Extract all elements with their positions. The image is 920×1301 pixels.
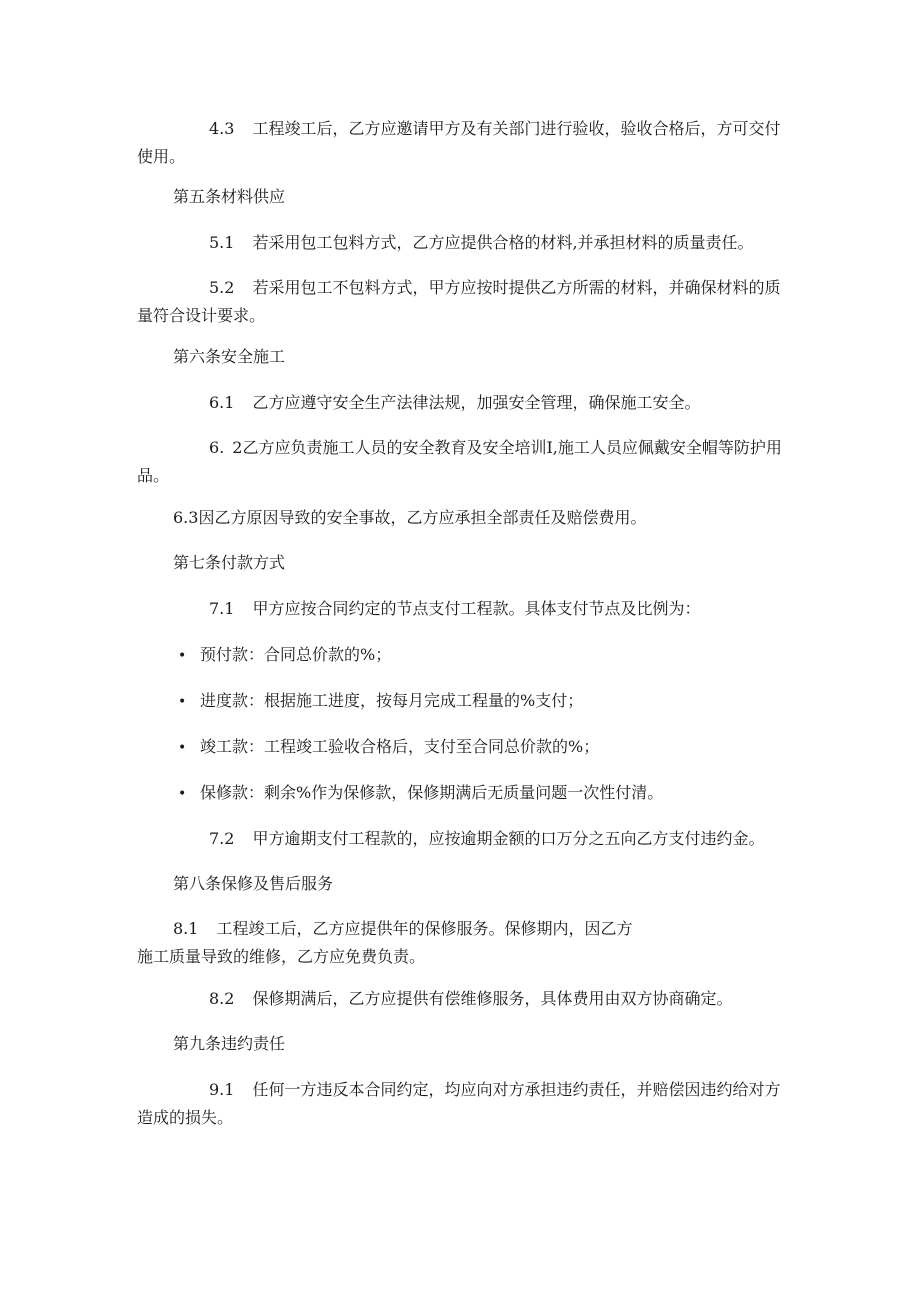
clause-text: 若采用包工不包料方式，甲方应按时提供乙方所需的材料，并确保材料的质量符合设计要求。 [137,278,781,325]
list-item-text: 预付款：合同总价款的%； [200,645,392,664]
bullet-icon: • [178,648,187,664]
clause-line [137,915,787,943]
clause-8-1 [137,915,787,971]
clause-number: 8.2 [209,989,235,1008]
list-item [178,641,391,670]
article-6-heading: 第六条安全施工 [173,347,286,366]
clause-text: 2乙方应负责施工人员的安全教育及安全培训I,施工人员应佩戴安全帽等防护用品。 [137,438,782,485]
clause-text: 保修期满后，乙方应提供有偿维修服务，具体费用由双方协商确定。 [252,989,733,1008]
list-item-text: 保修款：剩余%作为保修款，保修期满后无质量问题一次性付清。 [200,783,664,802]
clause-6-1 [137,389,787,417]
clause-line: 施工质量导致的维修，乙方应免费负责。 [137,947,426,966]
clause-number: 5.2 [209,278,235,297]
clause-7-2 [137,825,787,853]
clause-7-1 [137,595,787,623]
bullet-icon: • [178,786,187,802]
clause-number: 6.1 [209,393,235,412]
clause-8-2 [137,985,787,1013]
clause-5-2 [137,274,787,330]
clause-9-1 [137,1076,787,1132]
article-7-heading: 第七条付款方式 [173,553,286,572]
clause-number: 5.1 [209,233,235,252]
list-item [178,779,663,808]
clause-number: 9.1 [209,1080,235,1099]
bullet-icon: • [178,694,187,710]
clause-text: 甲方应按合同约定的节点支付工程款。具体支付节点及比例为： [252,599,701,618]
clause-number: 7.1 [209,599,235,618]
list-item [178,733,599,762]
clause-number: 7.2 [209,829,235,848]
clause-6-2 [137,434,787,490]
article-5-heading: 第五条材料供应 [173,187,286,206]
clause-number: 6. [209,438,225,457]
clause-text: 若采用包工包料方式，乙方应提供合格的材料,并承担材料的质量责任。 [252,233,754,252]
clause-text: 任何一方违反本合同约定，均应向对方承担违约责任，并赔偿因违约给对方造成的损失。 [137,1080,781,1127]
clause-text: 工程竣工后，乙方应提供年的保修服务。保修期内，因乙方 [216,919,633,938]
list-item [178,687,583,716]
clause-number: 4.3 [209,119,235,138]
clause-5-1 [137,229,787,257]
clause-6-3: 6.3因乙方原因导致的安全事故，乙方应承担全部责任及赔偿费用。 [173,508,647,527]
clause-text: 工程竣工后，乙方应邀请甲方及有关部门进行验收，验收合格后，方可交付使用。 [137,119,781,166]
clause-number: 8.1 [173,919,199,938]
list-item-text: 进度款：根据施工进度，按每月完成工程量的%支付； [200,691,584,710]
clause-4-3 [137,115,787,171]
clause-text: 乙方应遵守安全生产法律法规，加强安全管理，确保施工安全。 [252,393,701,412]
clause-text: 甲方逾期支付工程款的，应按逾期金额的口万分之五向乙方支付违约金。 [252,829,765,848]
article-8-heading: 第八条保修及售后服务 [173,874,334,893]
list-item-text: 竣工款：工程竣工验收合格后，支付至合同总价款的%； [200,737,600,756]
article-9-heading: 第九条违约责任 [173,1034,286,1053]
bullet-icon: • [178,740,187,756]
